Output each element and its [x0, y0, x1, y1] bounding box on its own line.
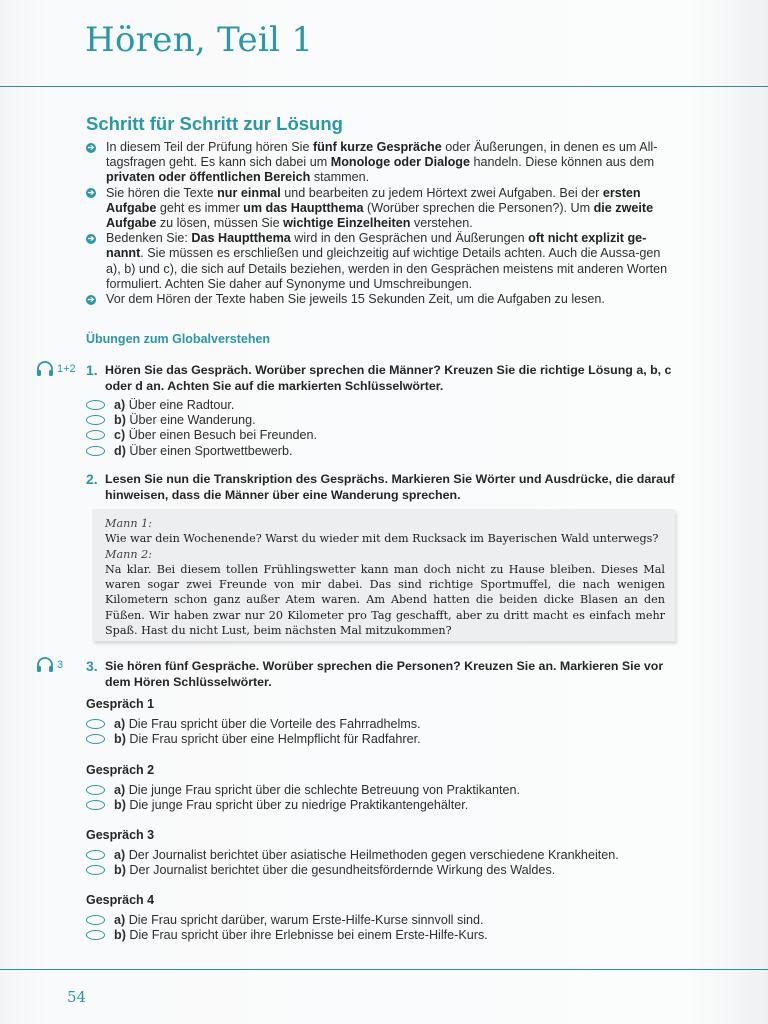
option-letter: a) — [114, 783, 126, 797]
body-text: Vor dem Hören der Texte haben Sie jeweils 15 Sekunden Zeit, um die Aufgaben zu lesen. — [106, 292, 605, 307]
answer-option[interactable] — [86, 444, 317, 459]
body-text: In diesem Teil der Prüfung hören Sie — [106, 140, 313, 154]
body-text: geht es immer — [156, 200, 244, 215]
option-letter: b) — [114, 732, 126, 747]
arrow-circle-icon: ➔ — [87, 142, 95, 152]
task-number: 1. — [86, 362, 98, 378]
answer-oval-icon[interactable] — [86, 800, 105, 810]
instruction-item — [86, 186, 676, 232]
page-number: 54 — [67, 988, 87, 1006]
answer-oval-icon[interactable] — [86, 865, 105, 875]
answer-option[interactable] — [86, 928, 488, 943]
task-3 — [57, 658, 686, 690]
instruction-list — [86, 140, 676, 307]
task-2 — [86, 471, 686, 503]
option-text: Die Frau spricht über eine Helmpflicht für Radfahrer. — [129, 732, 421, 747]
task-instruction: Hören Sie das Gespräch. Worüber sprechen die Männer? Kreuzen Sie die richtige Lösung a, b, c oder d an. Achten Sie auf die markierten Schlüsselwörter. — [105, 363, 672, 393]
answer-option[interactable] — [86, 428, 317, 443]
body-text: (Worüber sprechen die Personen?). Um — [363, 200, 594, 215]
option-letter: b) — [114, 863, 126, 878]
task-instruction: Sie hören fünf Gespräche. Worüber sprechen die Personen? Kreuzen Sie an. Markieren Sie vor dem Hören Schlüsselwörter. — [105, 659, 664, 689]
emphasis-text: Das Hauptthema — [191, 231, 291, 246]
answer-option[interactable] — [86, 717, 421, 732]
headphones-icon — [36, 361, 54, 377]
page-title: Hören, Teil 1 — [85, 20, 314, 60]
conversation-options — [86, 717, 421, 747]
option-text: Die Frau spricht über ihre Erlebnisse bei einem Erste-Hilfe-Kurs. — [129, 928, 488, 943]
conversation-title: Gespräch 1 — [86, 697, 155, 711]
section-heading-exercises: Übungen zum Globalverstehen — [86, 332, 271, 346]
answer-oval-icon[interactable] — [86, 930, 105, 940]
answer-option[interactable] — [86, 398, 317, 413]
conversation-options — [86, 783, 520, 813]
option-letter: c) — [114, 428, 126, 443]
instruction-item — [86, 292, 676, 307]
body-text: . Sie müssen es erschließen und gleichzeitig auf wichtige Details achten. Auch die Aussa-gen a), b) und c), die sich auf Details beziehen, werden in den Gesprächen meistens mit anderen Worten formuliert. Achten Sie daher auf Synonyme und Umschreibungen. — [106, 246, 668, 291]
audio-track-1[interactable] — [36, 361, 76, 377]
headphones-icon — [36, 657, 54, 673]
option-letter: b) — [114, 798, 126, 813]
instruction-item — [86, 231, 676, 292]
answer-option[interactable] — [86, 783, 520, 798]
task-instruction: Lesen Sie nun die Transkription des Gesprächs. Markieren Sie Wörter und Ausdrücke, die darauf hinweisen, dass die Männer über eine Wanderung sprechen. — [105, 472, 675, 502]
option-letter: b) — [114, 413, 126, 428]
audio-track-3[interactable] — [36, 657, 63, 673]
option-text: Die junge Frau spricht über die schlechte Betreuung von Praktikanten. — [128, 783, 521, 797]
transcript-line: Wie war dein Wochenende? Warst du wieder mit dem Rucksack im Bayerischen Wald unterwegs? — [105, 532, 659, 546]
emphasis-text: um das Hauptthema — [243, 200, 364, 215]
task-number: 3. — [86, 658, 98, 674]
arrow-circle-icon: ➔ — [87, 188, 95, 198]
answer-oval-icon[interactable] — [86, 446, 105, 456]
body-text: handeln. Diese können aus dem — [469, 155, 655, 170]
answer-option[interactable] — [86, 798, 520, 813]
emphasis-text: fünf kurze Gespräche — [312, 140, 442, 154]
answer-oval-icon[interactable] — [86, 719, 105, 729]
emphasis-text: ersten Aufgabe — [106, 185, 641, 215]
option-text: Über eine Wanderung. — [129, 413, 256, 428]
answer-oval-icon[interactable] — [86, 915, 105, 925]
answer-option[interactable] — [86, 863, 619, 878]
body-text: wird in den Gesprächen und Äußerungen — [290, 231, 529, 246]
option-text: Der Journalist berichtet über die gesundheitsfördernde Wirkung des Waldes. — [129, 863, 556, 878]
option-text: Die junge Frau spricht über zu niedrige Praktikantengehälter. — [129, 798, 469, 813]
option-text: Der Journalist berichtet über asiatische Heilmethoden gegen verschiedene Krankheiten. — [128, 848, 619, 862]
option-text: Die Frau spricht über die Vorteile des Fahrradhelms. — [128, 717, 421, 731]
answer-oval-icon[interactable] — [86, 850, 105, 860]
body-text: oder Äußerungen, in denen es um All-tagsfragen geht. Es kann sich dabei um — [106, 140, 658, 170]
option-text: Die Frau spricht darüber, warum Erste-Hilfe-Kurse sinnvoll sind. — [128, 913, 484, 927]
speaker-label: Mann 2: — [105, 547, 152, 561]
answer-option[interactable] — [86, 913, 488, 928]
conversation-options — [86, 913, 488, 943]
speaker-label: Mann 1: — [105, 517, 152, 530]
answer-option[interactable] — [86, 413, 317, 428]
answer-oval-icon[interactable] — [86, 734, 105, 744]
instruction-item — [86, 140, 676, 186]
body-text: und bearbeiten zu jedem Hörtext zwei Aufgaben. Bei der — [280, 185, 603, 200]
audio-track-label: 3 — [57, 659, 64, 671]
conversation-title: Gespräch 4 — [86, 893, 155, 907]
emphasis-text: nur einmal — [217, 185, 281, 200]
task-1 — [57, 362, 686, 394]
answer-option[interactable] — [86, 732, 421, 747]
audio-track-label: 1+2 — [57, 363, 76, 375]
option-letter: d) — [114, 443, 126, 458]
emphasis-text: wichtige Einzelheiten — [283, 216, 411, 231]
body-text: verstehen. — [410, 216, 473, 231]
answer-oval-icon[interactable] — [86, 415, 105, 425]
option-text: Über einen Sportwettbewerb. — [129, 443, 293, 458]
answer-oval-icon[interactable] — [86, 430, 105, 440]
conversation-options — [86, 848, 619, 878]
answer-oval-icon[interactable] — [86, 785, 105, 795]
option-text: Über einen Besuch bei Freunden. — [128, 428, 318, 443]
emphasis-text: Monologe oder Dialoge — [330, 155, 470, 170]
body-text: stammen. — [310, 170, 370, 185]
task-number: 2. — [86, 471, 98, 487]
conversation-title: Gespräch 3 — [86, 828, 155, 842]
footer-divider — [0, 969, 768, 970]
answer-option[interactable] — [86, 848, 619, 863]
emphasis-text: oft nicht explizit ge-nannt — [106, 231, 647, 261]
option-text: Über eine Radtour. — [128, 398, 235, 412]
conversation-title: Gespräch 2 — [86, 763, 155, 777]
option-letter: a) — [114, 913, 126, 927]
body-text: Bedenken Sie: — [106, 231, 192, 246]
body-text: Sie hören die Texte — [106, 185, 218, 200]
answer-oval-icon[interactable] — [86, 400, 105, 410]
transcript-line: Na klar. Bei diesem tollen Frühlingswetter kann man doch nicht zu Hause bleiben. Dieses Mal waren sogar zwei Freunde von mir dabei. Das sind richtige Sportmuffel, die nach wenigen Kilometern schon ganz außer Atem waren. Am Abend hatten die beiden dicke Blasen an den Füßen. Wir haben zwar nur 20 Kilometer pro Tag geschafft, aber zu dritt macht es einfach mehr Spaß. Hast du nicht Lust, beim nächsten Mal mitzukommen? — [105, 562, 665, 638]
arrow-circle-icon: ➔ — [87, 294, 95, 304]
arrow-circle-icon: ➔ — [87, 233, 95, 243]
section-heading-steps: Schritt für Schritt zur Lösung — [86, 113, 343, 134]
option-letter: b) — [114, 928, 126, 943]
option-letter: a) — [114, 848, 126, 862]
transcript-box — [92, 509, 675, 641]
task-1-options — [86, 398, 317, 459]
option-letter: a) — [114, 398, 126, 412]
emphasis-text: die zweite Aufgabe — [106, 200, 654, 231]
emphasis-text: privaten oder öffentlichen Bereich — [106, 170, 311, 185]
header-divider — [0, 86, 768, 87]
option-letter: a) — [114, 717, 126, 731]
body-text: zu lösen, müssen Sie — [156, 216, 284, 231]
